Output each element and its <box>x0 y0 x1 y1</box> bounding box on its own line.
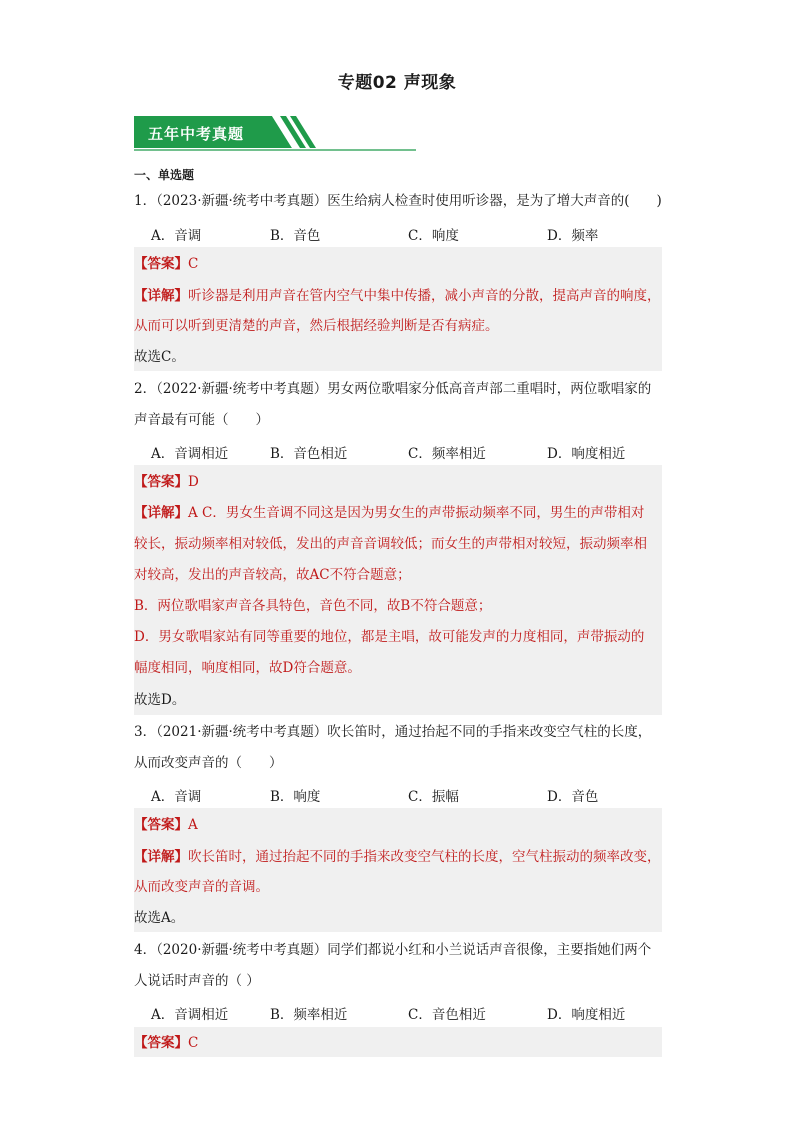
option-a: A．音调 <box>151 228 202 244</box>
option-d: D．响度相近 <box>547 1007 626 1023</box>
question-2-options <box>151 442 671 460</box>
answer-line <box>134 473 662 491</box>
answer-value: A <box>188 817 198 833</box>
banner-label: 五年中考真题 <box>148 125 245 143</box>
section-banner <box>134 116 419 156</box>
detail-label: 【详解】 <box>134 505 188 521</box>
option-c: C．频率相近 <box>408 446 486 462</box>
answer-value: C <box>188 256 199 272</box>
answer-box-1 <box>134 247 662 371</box>
option-b: B．音色 <box>270 228 321 244</box>
answer-line <box>134 816 662 834</box>
detail-line-5: D．男女歌唱家站有同等重要的地位，都是主唱，故可能发声的力度相同，声带振动的 <box>134 629 645 645</box>
question-2-line-1: 2．（2022·新疆·统考中考真题）男女两位歌唱家分低高音声部二重唱时，两位歌唱家的 <box>134 381 652 397</box>
detail-line-3: 对较高，发出的声音较高，故AC不符合题意； <box>134 567 411 583</box>
question-4-options <box>151 1003 671 1021</box>
section-heading: 一、单选题 <box>134 168 195 182</box>
detail-text: 听诊器是利用声音在管内空气中集中传播，减小声音的分散，提高声音的响度， <box>188 288 661 304</box>
option-d: D．音色 <box>547 789 599 805</box>
detail-line-1 <box>134 504 662 522</box>
detail-label: 【详解】 <box>134 288 188 304</box>
answer-box-2 <box>134 465 662 715</box>
question-3-line-1: 3．（2021·新疆·统考中考真题）吹长笛时，通过抬起不同的手指来改变空气柱的长度， <box>134 724 652 740</box>
conclusion-line: 故选D。 <box>134 692 186 708</box>
detail-line-1 <box>134 287 662 305</box>
answer-box-4 <box>134 1027 662 1057</box>
question-4-line-1: 4．（2020·新疆·统考中考真题）同学们都说小红和小兰说话声音很像，主要指她们两个 <box>134 942 652 958</box>
answer-value: D <box>188 474 199 490</box>
option-b: B．频率相近 <box>270 1007 348 1023</box>
option-b: B．响度 <box>270 789 321 805</box>
answer-value: C <box>188 1035 199 1051</box>
answer-box-3 <box>134 808 662 932</box>
question-4-line-2: 人说话时声音的（ ） <box>134 973 260 989</box>
conclusion-line: 故选A。 <box>134 910 185 926</box>
question-1-line-1: 1．（2023·新疆·统考中考真题）医生给病人检查时使用听诊器，是为了增大声音的( ) <box>134 193 662 209</box>
option-c: C．响度 <box>408 228 459 244</box>
option-a: A．音调相近 <box>151 446 229 462</box>
answer-line <box>134 255 662 273</box>
question-1-options <box>151 224 671 242</box>
conclusion-line: 故选C。 <box>134 349 185 365</box>
option-c: C．音色相近 <box>408 1007 486 1023</box>
answer-label: 【答案】 <box>134 1035 188 1051</box>
detail-line-2: 从而改变声音的音调。 <box>134 879 269 895</box>
detail-line-4: B．两位歌唱家声音各具特色，音色不同，故B不符合题意； <box>134 598 492 614</box>
answer-line <box>134 1034 662 1052</box>
answer-label: 【答案】 <box>134 256 188 272</box>
page-title: 专题02 声现象 <box>337 73 457 93</box>
option-b: B．音色相近 <box>270 446 348 462</box>
option-d: D．频率 <box>547 228 599 244</box>
detail-line-1 <box>134 848 662 866</box>
detail-text: A C．男女生音调不同这是因为男女生的声带振动频率不同，男生的声带相对 <box>188 505 645 521</box>
detail-line-2: 较长，振动频率相对较低，发出的声音音调较低；而女生的声带相对较短，振动频率相 <box>134 536 647 552</box>
option-d: D．响度相近 <box>547 446 626 462</box>
option-a: A．音调相近 <box>151 1007 229 1023</box>
question-3-options <box>151 785 671 803</box>
option-c: C．振幅 <box>408 789 459 805</box>
question-3-line-2: 从而改变声音的（ ） <box>134 755 283 771</box>
detail-line-2: 从而可以听到更清楚的声音，然后根据经验判断是否有病症。 <box>134 318 499 334</box>
detail-text: 吹长笛时，通过抬起不同的手指来改变空气柱的长度，空气柱振动的频率改变， <box>188 849 661 865</box>
detail-label: 【详解】 <box>134 849 188 865</box>
detail-line-6: 幅度相同，响度相同，故D符合题意。 <box>134 660 361 676</box>
answer-label: 【答案】 <box>134 474 188 490</box>
question-2-line-2: 声音最有可能（ ） <box>134 412 269 428</box>
option-a: A．音调 <box>151 789 202 805</box>
answer-label: 【答案】 <box>134 817 188 833</box>
